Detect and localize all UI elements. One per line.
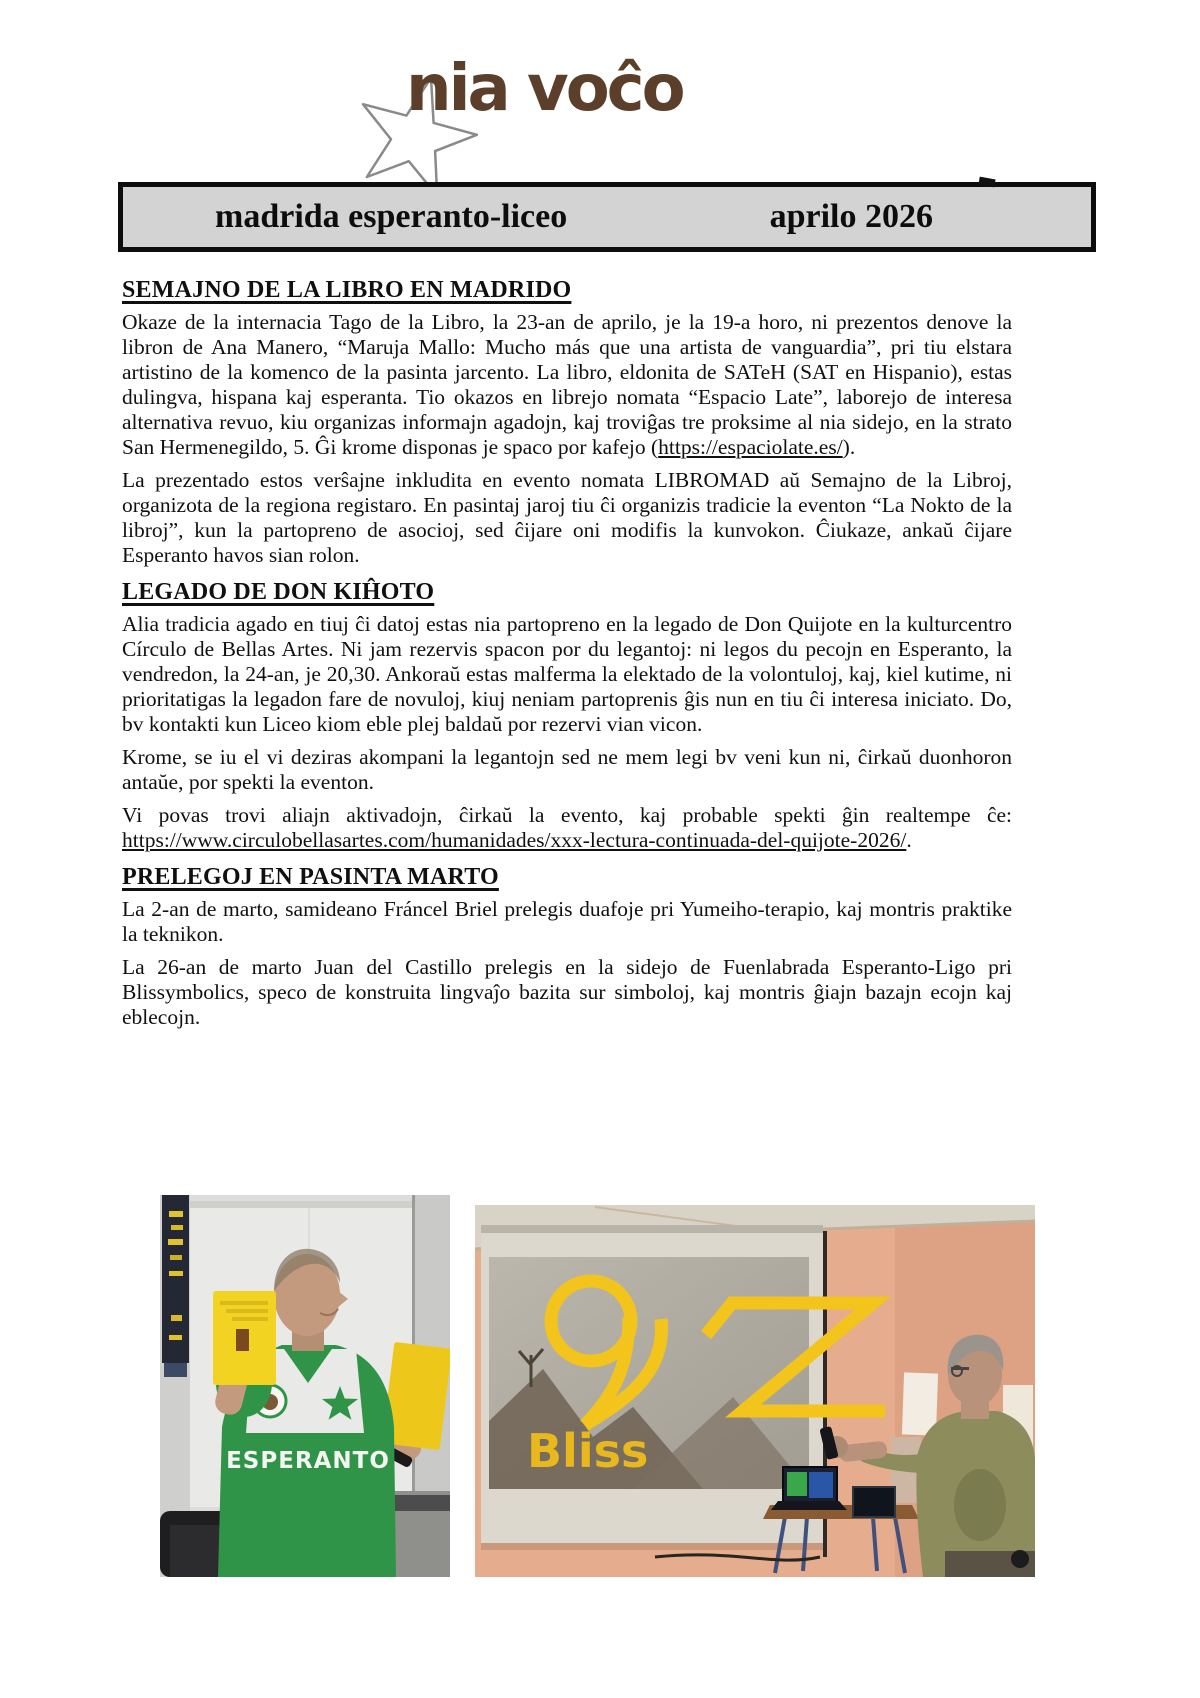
circulobellasartes-link[interactable]: https://www.circulobellasartes.com/humanidades/xxx-lectura-continuada-del-quijote-2026/	[122, 828, 907, 852]
paragraph-text: Okaze de la internacia Tago de la Libro, la 23-an de aprilo, je la 19-a horo, ni prezentos denove la libron de Ana Manero, “Maruja Mallo: Mucho más que una artista de vanguardia”, pri tiu elstara artistino de la komenco de la pasinta jarcento. La libro, eldonita de SATeH (SAT en Hispanio), estas dulingva, hispana kaj esperanta. Tio okazos en librejo nomata “Espacio Late”, laborejo de interesa alternativa revuo, kiu organizas informajn agadojn, kaj troviĝas tre proksime al nia sidejo, en la strato San Hermenegildo, 5. Ĝi krome disponas je spaco por kafejo (	[122, 310, 1012, 459]
shirt-text: ESPERANTO	[226, 1448, 390, 1474]
paragraph: La 2-an de marto, samideano Fráncel Briel prelegis duafoje pri Yumeiho-terapio, kaj montris praktike la teknikon.	[122, 897, 1012, 946]
paragraph	[122, 803, 1012, 853]
paragraph	[122, 310, 1012, 460]
section-heading-legado: LEGADO DE DON KIĤOTO	[122, 579, 435, 605]
photo-speaker-yumeiho	[160, 1195, 450, 1577]
article-body	[122, 276, 1012, 1038]
bliss-screen-text: Bliss	[527, 1424, 649, 1478]
section-heading-semajno: SEMAJNO DE LA LIBRO EN MADRIDO	[122, 277, 572, 303]
issue-date: aprilo 2026	[769, 198, 933, 235]
espaciolate-link[interactable]: https://espaciolate.es/	[658, 435, 843, 459]
paragraph: La 26-an de marto Juan del Castillo prelegis en la sidejo de Fuenlabrada Esperanto-Ligo pri Blissymbolics, speco de konstruita lingvaĵo bazita sur simboloj, kaj montris ĝiajn bazajn ecojn kaj eblecojn.	[122, 955, 1012, 1029]
newsletter-title: nia voĉo	[406, 52, 683, 126]
paragraph: Alia tradicia agado en tiuj ĉi datoj estas nia partopreno en la legado de Don Quijote en la kulturcentro Círculo de Bellas Artes. Ni jam rezervis spacon por du legantoj: ni legos du pecojn en Esperanto, la vendredon, la 24-an, je 20,30. Ankoraŭ estas malferma la elektado de la volontuloj, kaj, kiel kutime, ni prioritatigas la legadon fare de novuloj, kiuj neniam partoprenis ĝis nun en tiu ĉi interesa iniciato. Do, bv kontakti kun Liceo kiom eble plej baldaŭ por rezervi vian vicon.	[122, 612, 1012, 736]
paragraph-text: .	[906, 828, 912, 852]
scan-artifact	[978, 177, 995, 188]
paragraph-text: Vi povas trovi aliajn aktivadojn, ĉirkaŭ la evento, kaj probable spekti ĝin realtempe ĉe:	[122, 803, 1012, 827]
paragraph-text: ).	[842, 435, 856, 459]
organization-name: madrida esperanto-liceo	[215, 198, 568, 235]
photo-bliss-lecture	[475, 1205, 1035, 1577]
masthead	[0, 0, 1200, 180]
paragraph: La prezentado estos verŝajne inkludita en evento nomata LIBROMAD aŭ Semajno de la Libroj, organizota de la regiona registaro. En pasintaj jaroj tiu ĉi organizis tradicie la eventon “La Nokto de la libroj”, kun la partopreno de asocioj, sed ĉijare oni modifis la kunvokon. Ĉiukaze, ankaŭ ĉijare Esperanto havos sian rolon.	[122, 468, 1012, 567]
header-bar	[118, 182, 1096, 252]
paragraph: Krome, se iu el vi deziras akompani la legantojn sed ne mem legi bv veni kun ni, ĉirkaŭ duonhoron antaŭe, por spekti la eventon.	[122, 745, 1012, 794]
section-heading-prelegoj: PRELEGOJ EN PASINTA MARTO	[122, 864, 499, 890]
